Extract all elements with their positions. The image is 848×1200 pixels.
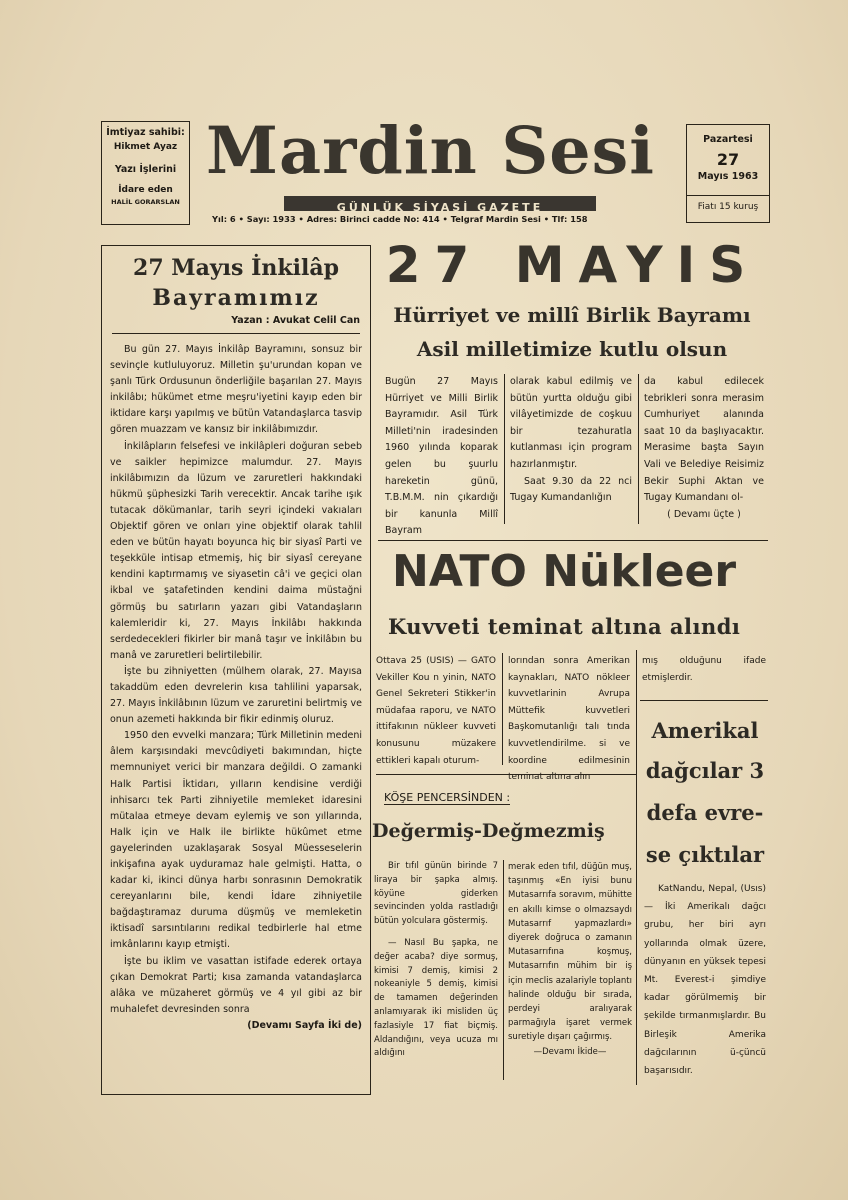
owner-box	[101, 121, 190, 225]
left-article-title-1: 27 Mayıs İnkilâp	[133, 255, 339, 281]
left-article-p3: İşte bu zihniyetten (mülhem olarak, 27. Mayısa takaddüm eden devrelerin kısa tahlilini yaparsak, 27. Mayıs İnkilâbının lüzum ve zaruretini belirtmiş ve onun azemeti hakkında bir fikir edinmiş oluruz.	[110, 665, 362, 726]
masthead-subtitle: GÜNLÜK SİYASİ GAZETE	[336, 201, 544, 214]
owner-label: İmtiyaz sahibi:	[106, 127, 185, 138]
corner-title: Değermiş-Değmezmiş	[372, 820, 605, 842]
corner-label: KÖŞE PENCERSİNDEN :	[384, 791, 511, 804]
left-article-title-2: Bayramımız	[152, 285, 320, 311]
nato-col-3: mış olduğunu ifade etmişlerdir.	[642, 656, 766, 683]
may27-subhead-1: Hürriyet ve millî Birlik Bayramı	[393, 303, 751, 327]
nato-col-2: lorından sonra Amerikan kaynakları, NATO nökleer kuvvetlarinin Avrupa Müttefik kuvvetleri Başkomutanlığı talı tında kuvvetlendirilme. si ve koordine edilmesinin teminat altına alın	[508, 656, 630, 783]
corner-col-1-p1: Bir tıfıl günün birinde 7 liraya bir şapka almış. köyüne giderken sevincinden yolda rastladığı bütün yolculara göstermiş.	[374, 861, 498, 927]
left-article-body	[110, 342, 362, 1034]
corner-col-2-text: merak eden tıfıl, düğün muş, taşınmış «En iyisi bunu Mutasarrıfa soravım, mühitte en akıllı kimse o olmazsaydı Mutasarrıf yapmazlardı» diyerek doğruca o zamanın Mutasarrıfına koşmuş, Mutasarrıfın mühim bir iş için meclis azalariyle toplantı halinde olduğu bir sırada, perdeyi aralıyarak parmağıyla işaret vermek suretiyle dışarı çağırmış.	[508, 862, 632, 1043]
left-article-rule	[112, 333, 360, 334]
everest-title-3: defa evre-	[646, 800, 764, 825]
everest-title-2: dağcılar 3	[645, 758, 765, 783]
may27-col-2-p1: olarak kabul edilmiş ve bütün yurtta olduğu gibi vilâyetimizde de coşkuu bir tezahuratla kutlanması için program hazırlanmıştır.	[510, 376, 632, 470]
may27-col-rule-2	[638, 374, 639, 524]
nato-col-1: Ottava 25 (USIS) — GATO Vekiller Kou n yinin, NATO Genel Sekreteri Stikker'in müdafaa raporu, ve NATO ittifakının nükleer kuvveti konusunu müzakere ettikleri kapalı oturum-	[376, 656, 496, 766]
day-name: Pazartesi	[703, 134, 753, 145]
masthead-title: Mardin Sesi	[206, 113, 655, 189]
may27-bottom-rule	[378, 540, 768, 541]
date-number: 27	[716, 149, 740, 169]
left-article-p5: İşte bu iklim ve vasattan istifade ederek ortaya çıkan Demokrat Parti; kısa zamanda vatandaşlarca alâka ve müzaheret görmüş ve 4 yıl gibi az bir muhalefet devresinden sonra	[110, 955, 362, 1015]
left-article-p4: 1950 den evvelki manzara; Türk Milletinin medeni âlem karşısındaki mevcûdiyeti bakımından, hiçte memnuniyet verici bir manzara değildi. O zamanki Halk Partisi İktidarı, yılların kendisine verdiği inhisarcı tek Parti zihniyetile memleket idaresini mütalaa etmeye devam eylemiş ve son yıllarında, Halk için ve Halk ile birlikte hükûmet etme gayelerinden uzaklaşarak Sosyal Müesseselerin inkişafına ayak uyduramaz hale gelmişti. Hatta, o kadar ki, ikinci dünya harbı sonrasının Demokratik cereyanlarını bile, kendi İdare zihniyetile bağdaştıramaz duruma düşmüş ve memleketin iktisadî sarsıntılarını redikal tedbirlerle hal etme imkânlarını kayıp etmişti.	[110, 730, 362, 951]
left-article-author: Yazan : Avukat Celil Can	[231, 315, 360, 326]
nato-bottom-rule	[376, 774, 636, 775]
price: Fiatı 15 kuruş	[697, 201, 759, 212]
nato-col-3-rule	[640, 700, 768, 701]
may27-col-3	[644, 374, 764, 523]
may27-col-rule-1	[504, 374, 505, 524]
everest-title-1: Amerikal	[651, 718, 759, 743]
corner-continued: —Devamı İkide—	[533, 1046, 607, 1057]
corner-col-rule	[503, 860, 504, 1080]
nato-col-rule-2	[636, 650, 637, 1085]
may27-headline: 27 MAYIS	[385, 236, 760, 294]
left-article-continued: (Devamı Sayfa İki de)	[247, 1019, 362, 1031]
corner-col-1-p2: — Nasıl Bu şapka, ne değer acaba? diye sormuş, kimisi 7 demiş, kimisi 2 nokeaniyle 5 demiş, kimisi de tamamen değerinden anlamıyarak iki misliden üç fazlasiyle 17 fiat biçmiş. Aldandığını, veya ucuza mı aldığını	[374, 937, 498, 1059]
nato-subhead: Kuvveti teminat altına alındı	[388, 614, 741, 639]
editor-label: Yazı İşlerini	[114, 164, 177, 176]
corner-col-2	[508, 860, 632, 1059]
left-article-p1: Bu gün 27. Mayıs İnkilâp Bayramını, sonsuz bir sevinçle kutluluyoruz. Milletin şu'urundan kopan ve şanlı Türk Ordusunun önderliğile başarılan 27. Mayıs inkilâbı; hükümet etme meşru'iyetini kayıp eden bir iktidare karşı yapılmış ve bütün Vatandaşlarca tasvip gören muazzam ve kansız bir inkilâbımızdır.	[110, 344, 362, 436]
corner-col-1	[374, 860, 498, 1061]
editor-name: HALİL GORARSLAN	[111, 197, 180, 206]
may27-col-1: Bugün 27 Mayıs Hürriyet ve Milli Birlik Bayramıdır. Asil Türk Milleti'nin iradesinden 1960 yılında koparak gelen bu şuurlu hareketin günü, T.B.M.M. nin çıkardığı bir kanunla Millî Bayram	[385, 376, 498, 537]
may27-subhead-2: Asil milletimize kutlu olsun	[416, 337, 728, 361]
nato-headline: NATO Nükleer	[392, 546, 737, 597]
nato-col-rule-1	[502, 653, 503, 765]
may27-continued: ( Devamı üçte )	[667, 508, 741, 520]
masthead-subtitle-band	[284, 196, 596, 214]
editor-label-2: İdare eden	[118, 185, 173, 196]
owner-name: Hikmet Ayaz	[113, 141, 178, 152]
may27-col-2	[510, 374, 632, 507]
month-year: Mayıs 1963	[697, 170, 759, 182]
may27-col-3-text: da kabul edilecek tebrikleri sonra merasim Cumhuriyet alanında saat 10 da başlıyacaktır. Merasime başta Sayın Vali ve Belediye Reisimiz Bekir Suphi Aktan ve Tugay Kumandanı ol-	[644, 376, 764, 504]
everest-body: KatNandu, Nepal, (Usıs)— İki Amerikalı dağcı grubu, her biri ayrı yollarında olmak üzere, dünyanın en yüksek tepesi Mt. Everest-i şimdiye kadar görülmemiş bir şekilde tırmanmışlardır. Bu Birleşik Amerika dağcılarının ü-çüncü başarısıdır.	[644, 884, 766, 1077]
date-box-divider	[687, 195, 769, 196]
masthead-info-line: Yıl: 6 • Sayı: 1933 • Adres: Birinci cadde No: 414 • Telgraf Mardin Sesi • Tlf: 158	[212, 214, 588, 224]
date-box	[686, 124, 770, 223]
everest-title-4: se çıktılar	[645, 842, 765, 867]
left-article-p2: İnkilâpların felsefesi ve inkilâpleri doğuran sebeb ve saikler hepimizce malumdur. 27. Mayıs inkilâbımızın da lüzum ve zaruretleri hakkındaki hükmü şüphesizki Tarih verecektir. Ancak tarihe ışık tutacak dökümanlar, tarih seyri içindeki vakıaları Objektif gören ve onları yine objektif olarak tahlil eden ve bütün hayatı boyunca hiç bir siyasî Parti ve teşekküle intisap etmemiş, hiç bir siyasî cereyane kendini kaptırmamış ve siyasetin câ'i ve geçici olan ikbal ve şatafetinden kendini daima müstağni görmüş bu satırların yazarı gibi Vatandaşların kalemleridir ki, 27. Mayıs İnkilâbı hakkında serdedecekleri fikirler bir manâ taşır ve İnkilâbın bu manâ ve zaruretleri belirtilebilir.	[110, 440, 362, 661]
may27-col-2-p2: Saat 9.30 da 22 nci Tugay Kumandanlığın	[510, 475, 632, 504]
